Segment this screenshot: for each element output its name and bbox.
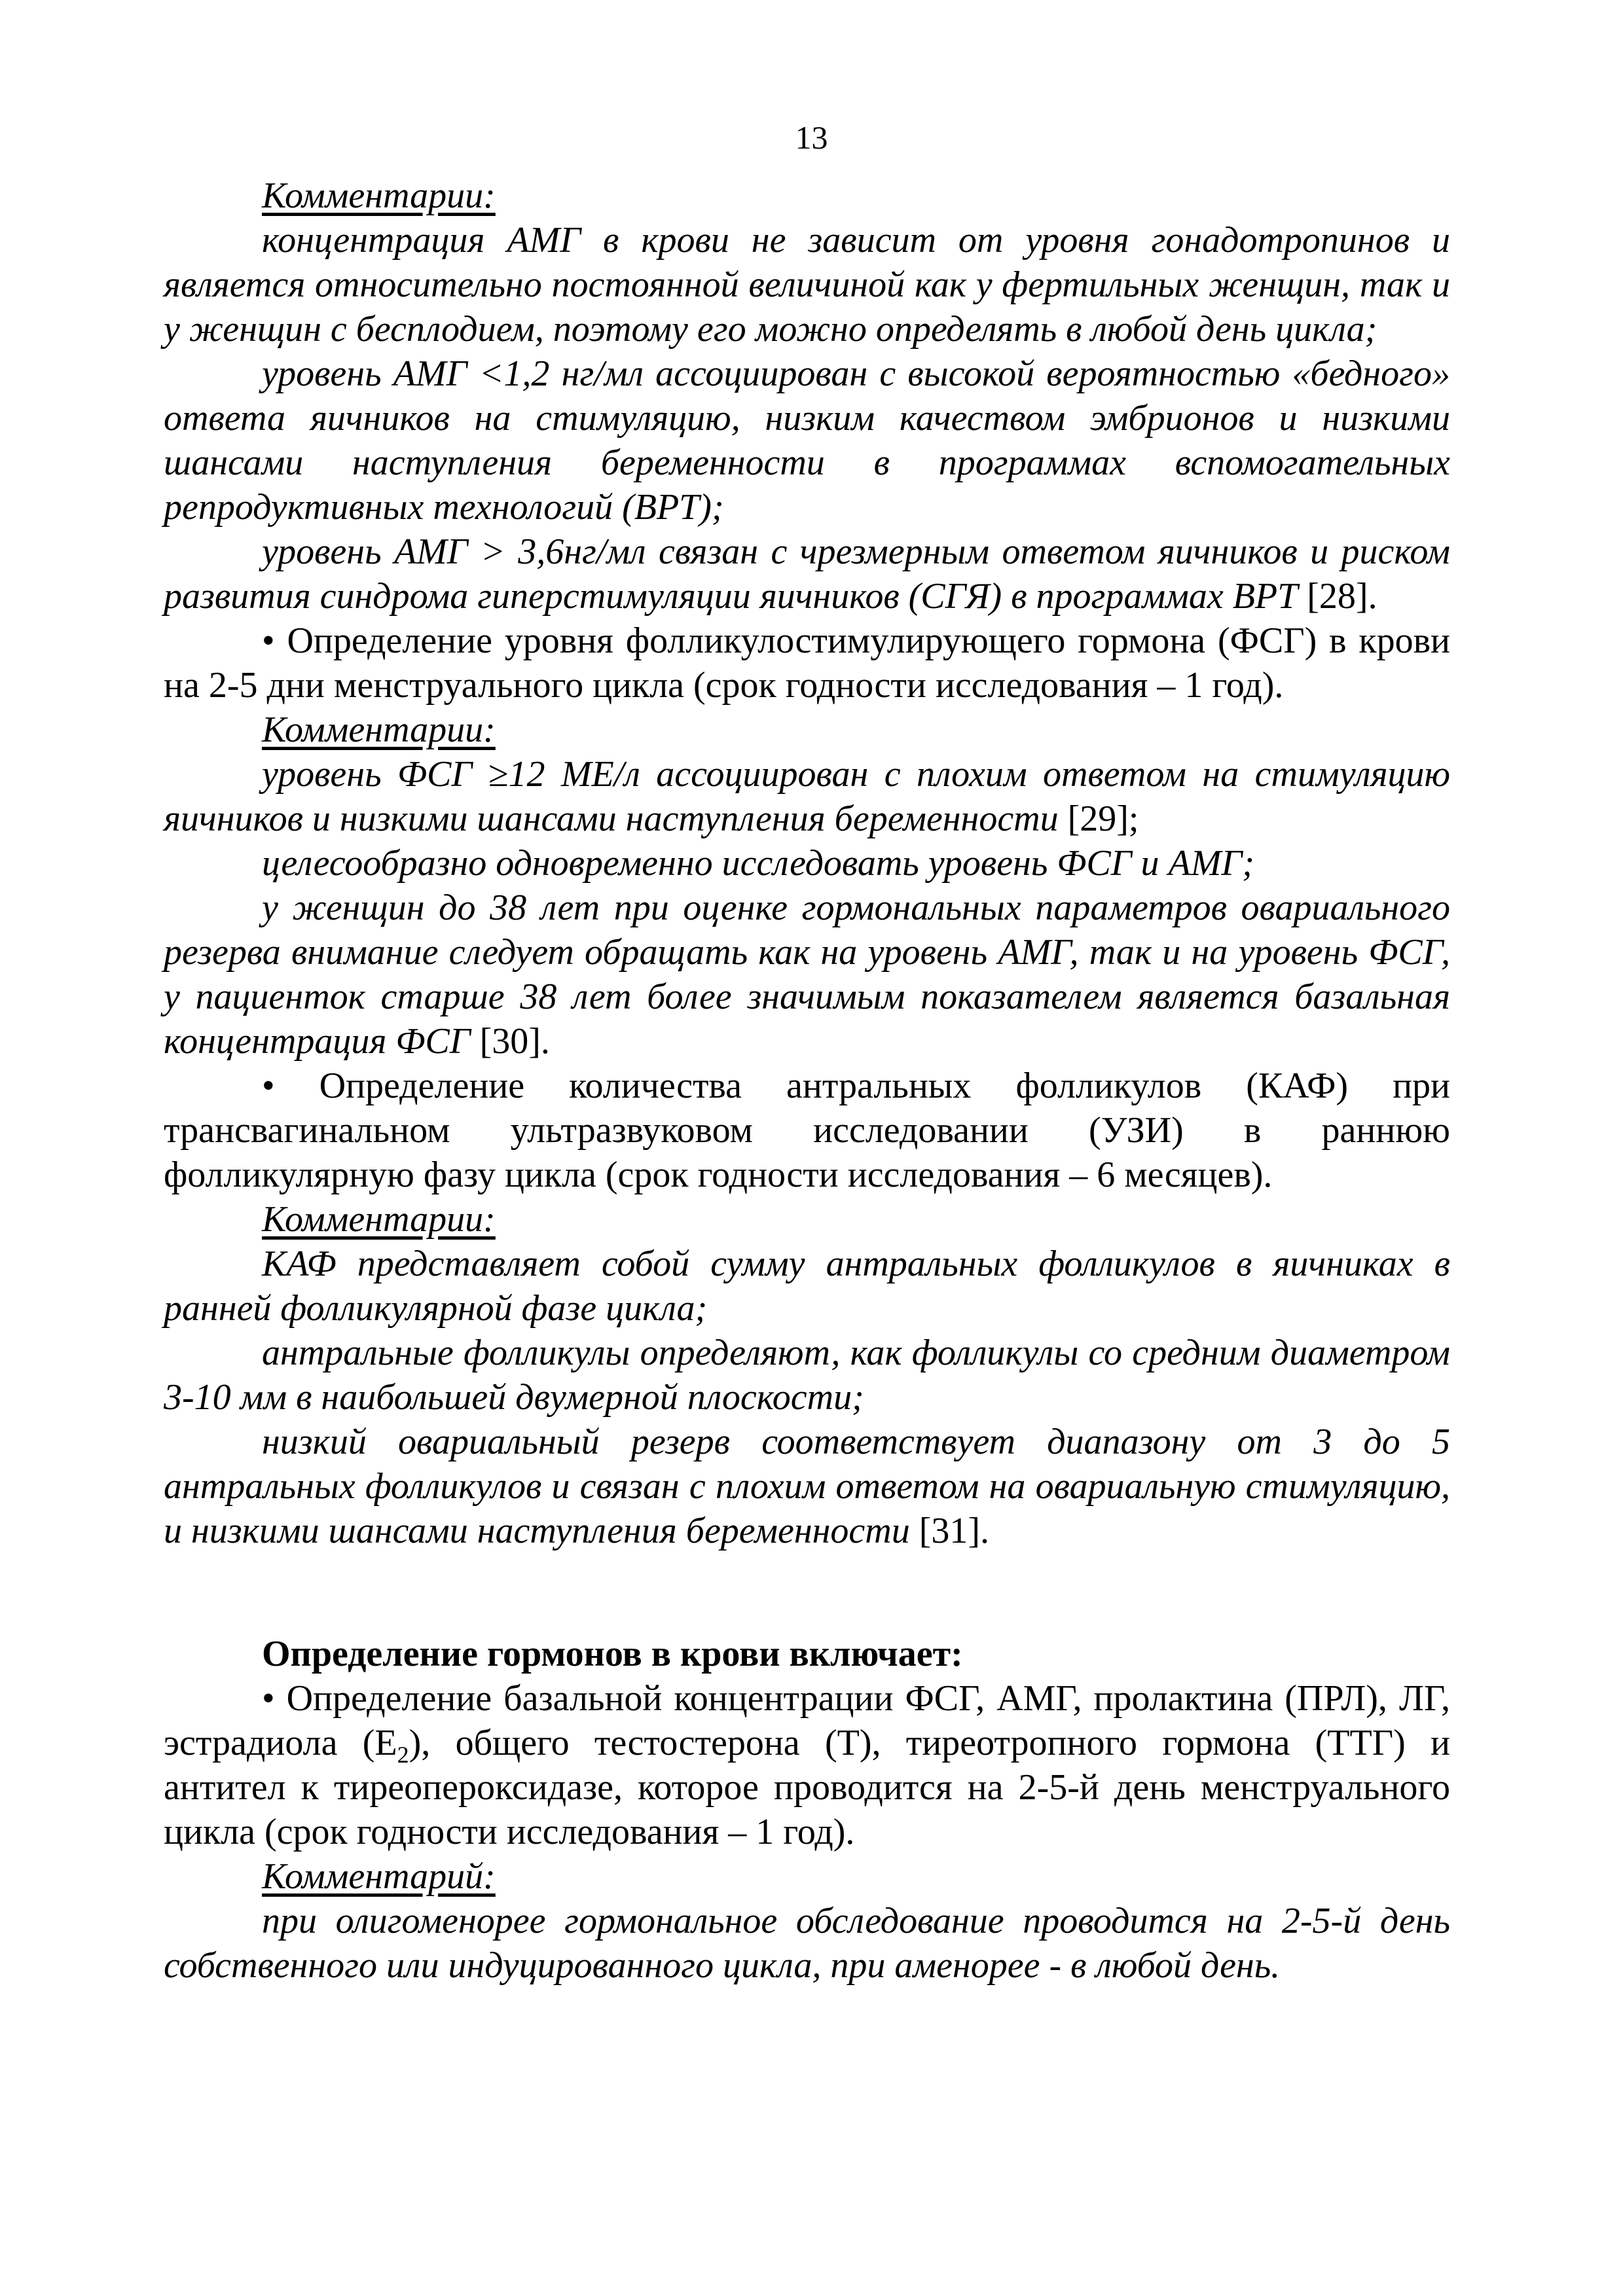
hormones-bullet-text: Определение базальной концентрации ФСГ, АМГ, пролактина (ПРЛ), ЛГ, эстрадиола (Е [164, 1678, 1450, 1763]
afc-bullet-paragraph [164, 1064, 1450, 1197]
comments-label: Комментарии: [262, 1199, 496, 1240]
fsh-bullet-text: Определение уровня фолликулостимулирующего гормона (ФСГ) в крови на 2-5 дни менструального цикла (срок годности исследования – 1 год). [164, 620, 1450, 706]
section-heading: Определение гормонов в крови включает: [262, 1634, 963, 1674]
bullet-icon: • [262, 620, 275, 661]
amh-comment-paragraph: концентрация АМГ в крови не зависит от уровня гонадотропинов и является относительно постоянной величиной как у фертильных женщин, так и у женщин с бесплодием, поэтому его можно определять в любой день цикла; [164, 220, 1450, 350]
hormones-bullet-text-cont: ), общего тестостерона (Т), тиреотропного гормона (ТТГ) и антител к тиреопероксидазе, которое проводится на 2-5-й день менструального цикла (срок годности исследования – 1 год). [164, 1723, 1451, 1852]
comment-label: Комментарий: [262, 1856, 496, 1897]
afc-comment-paragraph: антральные фолликулы определяют, как фолликулы со средним диаметром 3-10 мм в наибольшей двумерной плоскости; [164, 1333, 1450, 1418]
hormones-comment-paragraph: при олигоменорее гормональное обследование проводится на 2-5-й день собственного или индуцированного цикла, при аменорее - в любой день. [164, 1901, 1450, 1986]
afc-comment-paragraph [164, 1420, 1450, 1553]
afc-comment-text: низкий овариальный резерв соответствует диапазону от 3 до 5 антральных фолликулов и связан с плохим ответом на овариальную стимуляцию, и низкими шансами наступления беременности [164, 1422, 1450, 1551]
hormones-bullet-paragraph [164, 1676, 1450, 1854]
reference-link: [28]. [1298, 576, 1377, 617]
afc-bullet-text: Определение количества антральных фолликулов (КАФ) при трансвагинальном ультразвуковом исследовании (УЗИ) в раннюю фолликулярную фазу цикла (срок годности исследования – 6 месяцев). [164, 1066, 1450, 1195]
subscript: 2 [397, 1742, 409, 1768]
bullet-icon: • [262, 1678, 275, 1719]
bullet-icon: • [262, 1066, 275, 1106]
amh-comment-text: уровень АМГ > 3,6нг/мл связан с чрезмерным ответом яичников и риском развития синдрома гиперстимуляции яичников (СГЯ) в программах ВРТ [164, 531, 1450, 617]
fsh-bullet-paragraph [164, 619, 1450, 708]
afc-comment-paragraph: КАФ представляет собой сумму антральных фолликулов в яичниках в ранней фолликулярной фазе цикла; [164, 1244, 1450, 1329]
page-number: 13 [795, 119, 828, 156]
fsh-comment-paragraph [164, 752, 1450, 841]
document-body [164, 173, 1450, 1988]
fsh-comment-paragraph: целесообразно одновременно исследовать уровень ФСГ и АМГ; [262, 843, 1254, 884]
reference-link: [29]; [1058, 798, 1139, 839]
comments-label: Комментарии: [262, 709, 496, 750]
reference-link: [30]. [470, 1021, 550, 1062]
amh-comment-paragraph: уровень АМГ <1,2 нг/мл ассоциирован с высокой вероятностью «бедного» ответа яичников на стимуляцию, низким качеством эмбрионов и низкими шансами наступления беременности в программах вспомогательных репродуктивных технологий (ВРТ); [164, 353, 1450, 528]
fsh-comment-text: у женщин до 38 лет при оценке гормональных параметров овариального резерва внимание следует обращать как на уровень АМГ, так и на уровень ФСГ, у пациенток старше 38 лет более значимым показателем является базальная концентрация ФСГ [164, 888, 1450, 1062]
fsh-comment-text: уровень ФСГ ≥12 МЕ/л ассоциирован с плохим ответом на стимуляцию яичников и низкими шансами наступления беременности [164, 754, 1450, 839]
comments-label: Комментарии: [262, 175, 496, 216]
fsh-comment-paragraph [164, 886, 1450, 1064]
amh-comment-paragraph [164, 529, 1450, 619]
reference-link: [31]. [909, 1511, 990, 1551]
